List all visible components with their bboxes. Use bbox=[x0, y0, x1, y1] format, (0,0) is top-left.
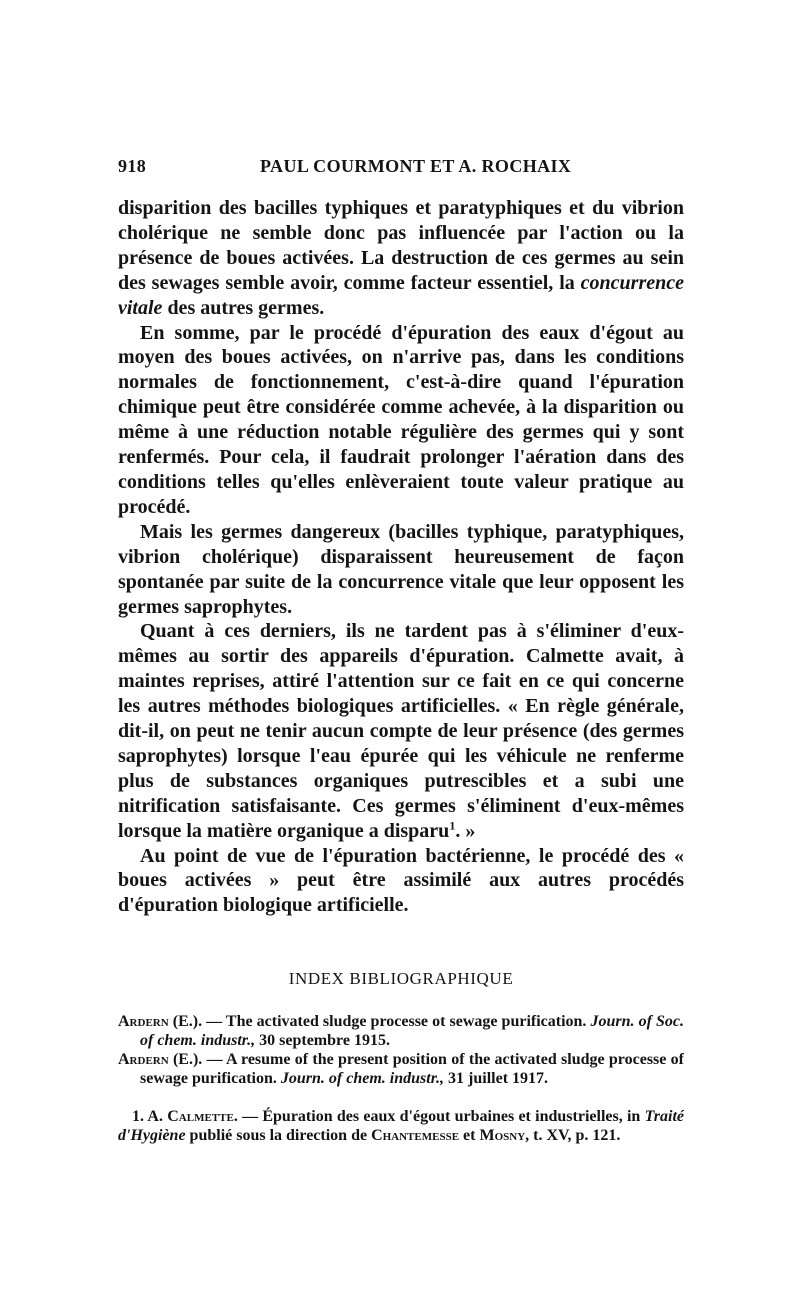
footnote-text: . — Épuration des eaux d'égout urbaines et industrielles, in bbox=[233, 1108, 645, 1125]
paragraph-4 bbox=[118, 619, 684, 843]
footnote-text: et bbox=[459, 1127, 480, 1144]
entry-author: Ardern bbox=[118, 1013, 169, 1030]
footnote-editor: Mosny bbox=[479, 1127, 526, 1144]
running-title: PAUL COURMONT ET A. ROCHAIX bbox=[260, 156, 572, 176]
emphasis-concurrence-vitale: concurrence vitale bbox=[118, 271, 684, 319]
bibliography-entry bbox=[118, 1012, 684, 1050]
index-title: INDEX BIBLIOGRAPHIQUE bbox=[288, 969, 514, 988]
footnote-reference[interactable]: 1 bbox=[449, 818, 456, 832]
entry-text: (E.). — The activated sludge processe ot sewage purification. bbox=[168, 1013, 591, 1030]
entry-journal: Journ. of chem. industr., bbox=[280, 1070, 445, 1087]
footnote-text: publié sous la direction de bbox=[185, 1127, 372, 1144]
footnote-work: Traité d'Hygiène bbox=[118, 1108, 685, 1144]
paragraph-2: En somme, par le procédé d'épuration des eaux d'égout au moyen des boues activées, on n'arrive pas, dans les conditions normales de fonctionnement, c'est-à-dire quand l'épuration chimique peut être considérée comme achevée, à la disparition ou même à une réduction notable régulière des germes qui y sont renfermés. Pour cela, il faudrait prolonger l'aération dans des conditions telles qu'elles enlèveraient toute valeur pratique au procédé. bbox=[118, 321, 684, 518]
footnote-text: , t. XV, p. 121. bbox=[525, 1127, 621, 1144]
page-number: 918 bbox=[118, 156, 147, 176]
footnote bbox=[118, 1107, 684, 1145]
bibliography bbox=[118, 1012, 684, 1088]
paragraph-1-text: disparition des bacilles typhiques et paratyphiques et du vibrion cholérique ne semble donc pas influencée par l'action ou la présence de boues activées. La destruction de ces germes au sein des sewages semble avoir, comme facteur essentiel, la bbox=[118, 197, 684, 294]
entry-text: (E.). — A resume of the present position of the activated sludge processe of sewage purification. bbox=[140, 1051, 684, 1087]
paragraph-1-end: des autres germes. bbox=[162, 296, 325, 319]
entry-journal: Journ. of Soc. of chem. industr., bbox=[140, 1013, 685, 1049]
footnote-number: 1. A. bbox=[132, 1108, 168, 1125]
body-text bbox=[118, 196, 684, 918]
footnote-author: Calmette bbox=[167, 1108, 234, 1125]
paragraph-4-end: . » bbox=[455, 819, 476, 842]
paragraph-1 bbox=[118, 196, 684, 321]
footnote-1 bbox=[118, 1107, 684, 1145]
paragraph-5: Au point de vue de l'épuration bactérienne, le procédé des « boues activées » peut être assimilé aux autres procédés d'épuration biologique artificielle. bbox=[118, 844, 684, 917]
footnote-editor: Chantemesse bbox=[371, 1127, 460, 1144]
bibliography-entry bbox=[118, 1050, 684, 1088]
entry-date: 31 juillet 1917. bbox=[444, 1070, 549, 1087]
paragraph-3: Mais les germes dangereux (bacilles typhique, paratyphiques, vibrion cholérique) disparaissent heureusement de façon spontanée par suite de la concurrence vitale que leur opposent les germes saprophytes. bbox=[118, 520, 684, 618]
entry-date: 30 septembre 1915. bbox=[255, 1032, 390, 1049]
paragraph-4-text: Quant à ces derniers, ils ne tardent pas à s'éliminer d'eux-mêmes au sortir des appareils d'épuration. Calmette avait, à maintes reprises, attiré l'attention sur ce fait en ce qui concerne les autres méthodes biologiques artificielles. « En règle générale, dit-il, on peut ne tenir aucun compte de leur présence (des germes saprophytes) lorsque l'eau épurée qui les véhicule ne renferme plus de substances organiques putrescibles et a subi une nitrification satisfaisante. Ces germes s'éliminent d'eux-mêmes lorsque la matière organique a disparu bbox=[118, 620, 684, 842]
entry-author: Ardern bbox=[118, 1051, 169, 1068]
